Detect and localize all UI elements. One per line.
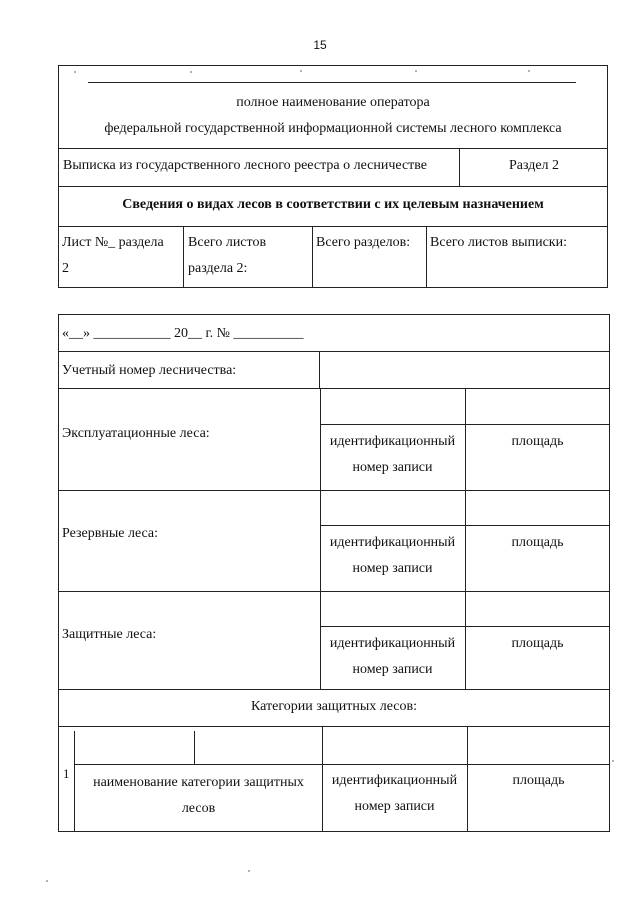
sheets-divider-3	[426, 226, 427, 288]
date-number-line: «__» ___________ 20__ г. № __________	[62, 326, 304, 341]
category-number: 1	[63, 766, 70, 781]
page-number: 15	[313, 38, 327, 52]
forest1-bottom	[58, 490, 610, 491]
sheet-number-label: Лист №_ раздела	[62, 235, 164, 250]
header-divider-3	[58, 226, 608, 227]
account-row-bottom	[58, 388, 610, 389]
exploitation-forests-label: Эксплуатационные леса:	[62, 426, 210, 441]
scan-speck	[415, 70, 417, 72]
extract-title: Выписка из государственного лесного реестра о лесничестве	[63, 158, 428, 173]
category-name-split	[194, 731, 195, 764]
sheets-divider-1	[183, 226, 184, 288]
category-area-label: площадь	[512, 773, 565, 788]
protective-area-label: площадь	[511, 636, 564, 651]
forest2-bottom	[58, 591, 610, 592]
reserve-id-label-2: номер записи	[352, 561, 433, 576]
forest2-hdivider	[320, 525, 610, 526]
category-id-label-2: номер записи	[354, 799, 435, 814]
category-hdivider	[74, 764, 610, 765]
total-sheets-label-2: раздела 2:	[188, 261, 248, 276]
exploitation-id-label-2: номер записи	[352, 460, 433, 475]
total-sections-label: Всего разделов:	[316, 235, 411, 250]
scan-speck	[300, 70, 302, 72]
reserve-forests-label: Резервные леса:	[62, 526, 158, 541]
section-heading: Сведения о видах лесов в соответствии с их целевым назначением	[122, 197, 544, 212]
operator-name-underline	[88, 82, 576, 83]
section-label: Раздел 2	[508, 158, 560, 173]
date-row-divider	[58, 351, 610, 352]
scan-speck	[46, 880, 48, 882]
protective-forests-label: Защитные леса:	[62, 627, 157, 642]
operator-caption-line1: полное наименование оператора	[236, 95, 430, 110]
total-sheets-label: Всего листов	[188, 235, 267, 250]
sheets-divider-2	[312, 226, 313, 288]
reserve-id-label: идентификационный	[329, 535, 456, 550]
header-divider-1	[58, 148, 608, 149]
account-number-label: Учетный номер лесничества:	[62, 363, 237, 378]
forest3-bottom	[58, 689, 610, 690]
exploitation-area-label: площадь	[511, 434, 564, 449]
sheet-number-label-2: 2	[62, 261, 69, 276]
scan-speck	[248, 870, 250, 872]
scan-speck	[612, 760, 614, 762]
scan-speck	[74, 71, 76, 73]
operator-caption-line2: федеральной государственной информационной системы лесного комплекса	[104, 121, 562, 136]
category-name-label: наименование категории защитных	[93, 775, 304, 790]
protective-id-label-2: номер записи	[352, 662, 433, 677]
account-row-divider	[319, 351, 320, 388]
forest1-hdivider	[320, 424, 610, 425]
category-id-label: идентификационный	[331, 773, 458, 788]
scan-speck	[190, 71, 192, 73]
exploitation-id-label: идентификационный	[329, 434, 456, 449]
protective-categories-heading: Категории защитных лесов:	[250, 699, 417, 714]
forest3-hdivider	[320, 626, 610, 627]
categories-heading-bottom	[58, 726, 610, 727]
reserve-area-label: площадь	[511, 535, 564, 550]
protective-id-label: идентификационный	[329, 636, 456, 651]
header-divider-2	[58, 186, 608, 187]
scan-speck	[528, 70, 530, 72]
total-extract-sheets-label: Всего листов выписки:	[430, 235, 567, 250]
category-name-label-2: лесов	[181, 801, 216, 816]
